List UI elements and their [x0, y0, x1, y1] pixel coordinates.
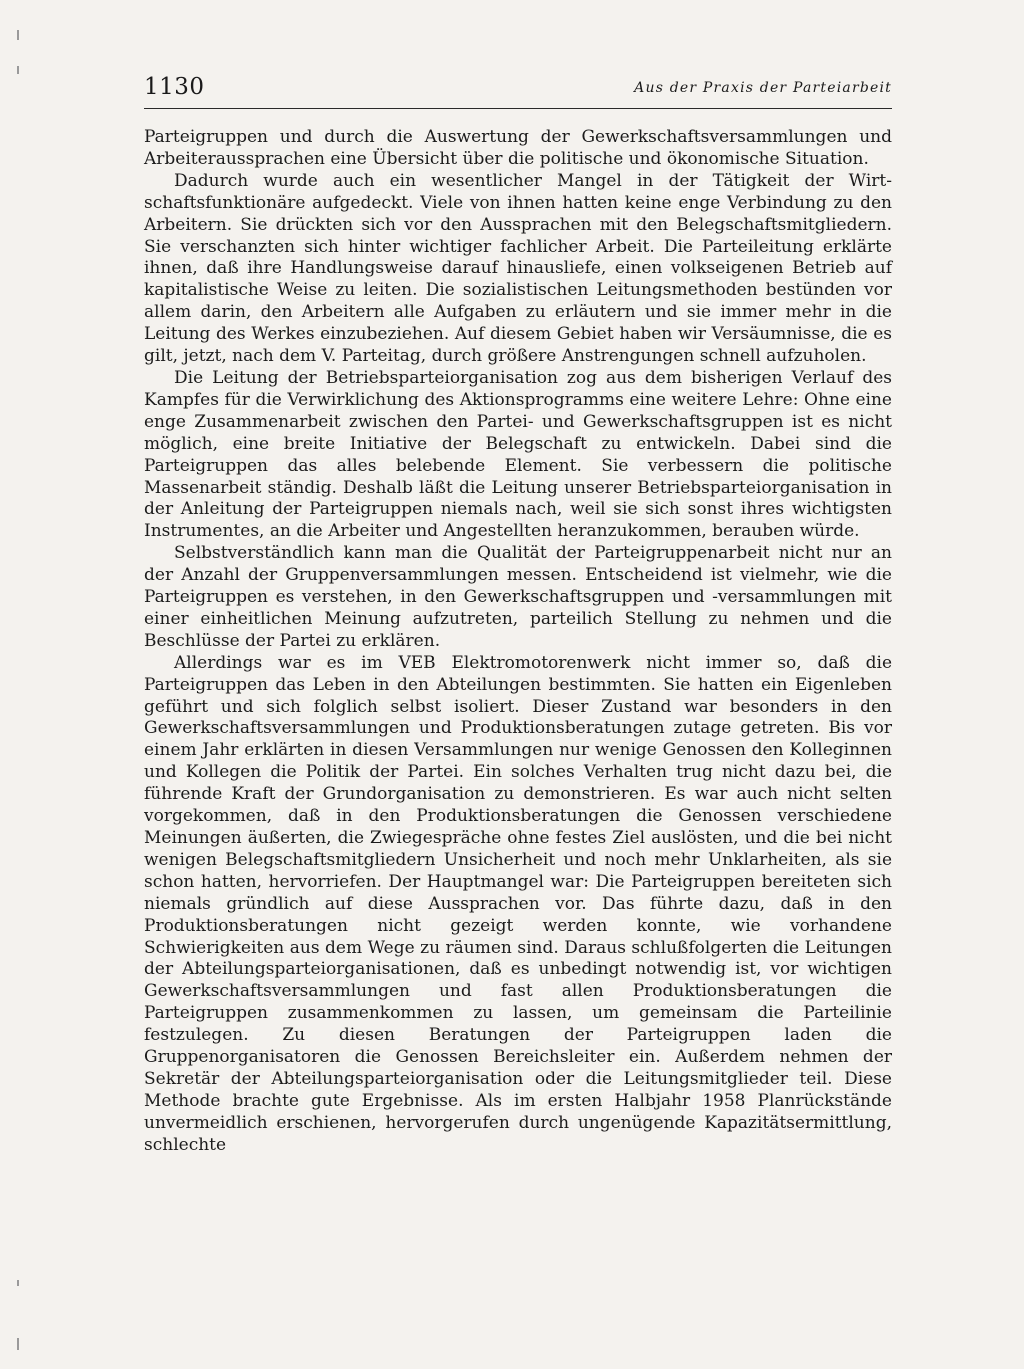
running-header: Aus der Praxis der Parteiarbeit [634, 80, 892, 96]
body-text [144, 127, 892, 1157]
paragraph-2: Dadurch wurde auch ein wesentlicher Mangel in der Tätigkeit der Wirtschaftsfunktionäre aufgedeckt. Viele von ihnen hatten keine enge Verbindung zu den Arbeitern. Sie drückten sich vor den Aussprachen mit den Belegschaftsmitgliedern. Sie verschanzten sich hinter wichtiger fachlicher Arbeit. Die Parteileitung erklärte ihnen, daß ihre Handlungsweise darauf hinausliefe, einen volkseigenen Betrieb auf kapitalistische Weise zu leiten. Die sozialistischen Leitungsmethoden bestünden vor allem darin, den Arbeitern alle Aufgaben zu erläutern und sie immer mehr in die Leitung des Werkes einzubeziehen. Auf diesem Gebiet haben wir Versäumnisse, die es gilt, jetzt, nach dem V. Parteitag, durch größere Anstrengungen schnell aufzuholen. [144, 170, 892, 367]
scan-edge-mark [17, 1280, 19, 1286]
scan-edge-mark [17, 1338, 19, 1350]
scan-edge-mark [17, 30, 19, 40]
paragraph-3: Die Leitung der Betriebsparteiorganisation zog aus dem bisherigen Verlauf des Kampfes für die Verwirklichung des Aktionsprogramms eine weitere Lehre: Ohne eine enge Zusammenarbeit zwischen den Partei- und Gewerkschaftsgruppen ist es nicht möglich, eine breite Initiative der Belegschaft zu entwickeln. Dabei sind die Parteigruppen das alles belebende Element. Sie verbessern die politische Massenarbeit ständig. Deshalb läßt die Leitung unserer Betriebsparteiorganisation in der Anleitung der Parteigruppen niemals nach, weil sie sich sonst ihres wichtigsten Instrumentes, an die Arbeiter und Angestellten heranzukommen, berauben würde. [144, 367, 892, 542]
paragraph-1: Parteigruppen und durch die Auswertung der Gewerkschaftsversammlungen und Arbeiteraussprachen eine Übersicht über die politische und ökonomische Situation. [144, 127, 892, 169]
header-rule [144, 108, 892, 109]
scan-edge-mark [17, 66, 19, 74]
paragraph-5: Allerdings war es im VEB Elektromotorenwerk nicht immer so, daß die Parteigruppen das Leben in den Abteilungen bestimmten. Sie hatten ein Eigenleben geführt und sich folglich selbst isoliert. Dieser Zustand war besonders in den Gewerkschaftsversammlungen und Produktionsberatungen zutage getreten. Bis vor einem Jahr erklärten in diesen Versammlungen nur wenige Genossen den Kolleginnen und Kollegen die Politik der Partei. Ein solches Verhalten trug nicht dazu bei, die führende Kraft der Grundorganisation zu demonstrieren. Es war auch nicht selten vorgekommen, daß in den Produktionsberatungen die Genossen verschiedene Meinungen äußerten, die Zwiegespräche ohne festes Ziel auslösten, und die bei nicht wenigen Belegschaftsmitgliedern Unsicherheit und noch mehr Unklarheiten, als sie schon hatten, hervorriefen. Der Hauptmangel war: Die Parteigruppen bereiteten sich niemals gründlich auf diese Aussprachen vor. Das führte dazu, daß in den Produktionsberatungen nicht gezeigt werden konnte, wie vorhandene Schwierigkeiten aus dem Wege zu räumen sind. Daraus schlußfolgerten die Leitungen der Abteilungsparteiorganisationen, daß es unbedingt notwendig ist, vor wichtigen Gewerkschaftsversammlungen und fast allen Produktionsberatungen die Parteigruppen zusammenkommen zu lassen, um gemeinsam die Parteilinie festzulegen. Zu diesen Beratungen der Parteigruppen laden die Gruppenorganisatoren die Genossen Bereichsleiter ein. Außerdem nehmen der Sekretär der Abteilungsparteiorganisation oder die Leitungsmitglieder teil. Diese Methode brachte gute Ergebnisse. Als im ersten Halbjahr 1958 Planrückstände unvermeidlich erschienen, hervorgerufen durch ungenügende Kapazitätsermittlung, schlechte [144, 652, 892, 1155]
page-number: 1130 [144, 74, 205, 100]
paragraph-4: Selbstverständlich kann man die Qualität der Parteigruppenarbeit nicht nur an der Anzahl der Gruppenversammlungen messen. Entscheidend ist vielmehr, wie die Parteigruppen es verstehen, in den Gewerkschaftsgruppen und -versammlungen mit einer einheitlichen Meinung aufzutreten, parteilich Stellung zu nehmen und die Beschlüsse der Partei zu erklären. [144, 543, 892, 651]
